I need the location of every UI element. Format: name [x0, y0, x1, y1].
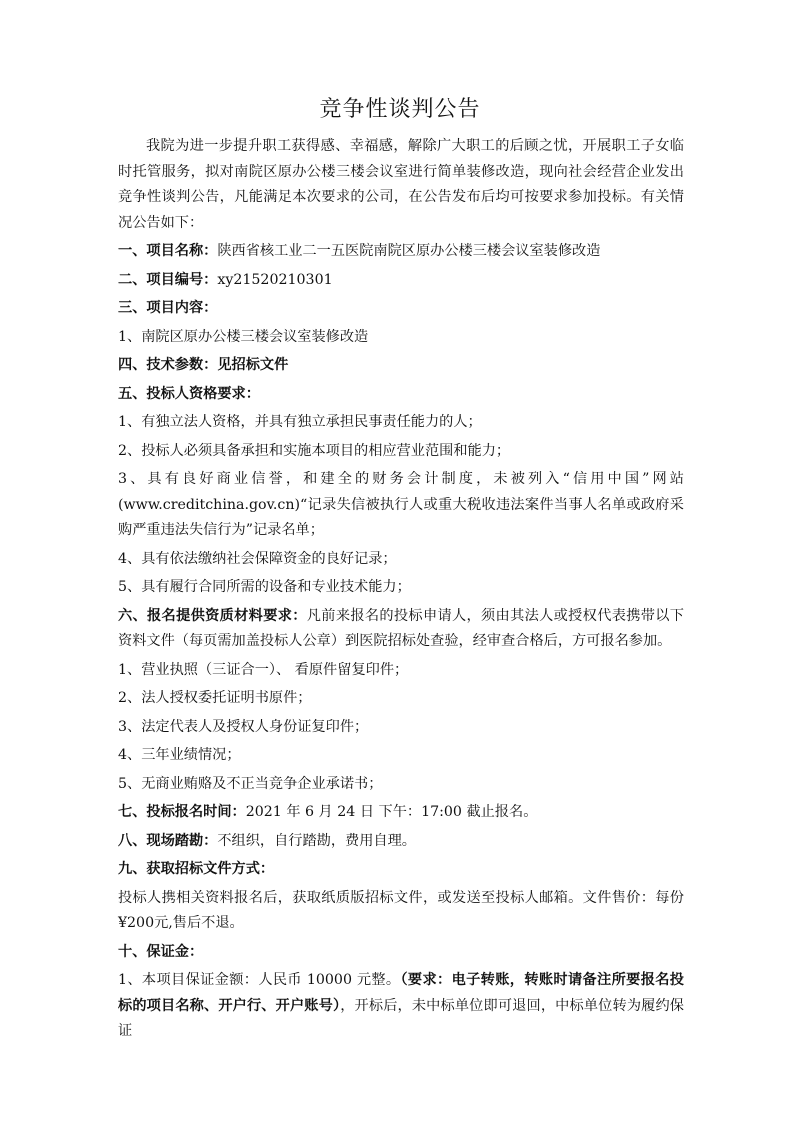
section-registration-materials [118, 604, 684, 655]
registration-time-value: 2021 年 6 月 24 日 下午：17:00 截止报名。 [245, 804, 538, 820]
section-label: 六、报名提供资质材料要求： [118, 607, 307, 624]
list-item: 5、无商业贿赂及不正当竞争企业承诺书； [118, 775, 383, 792]
obtain-documents-text: 投标人携相关资料报名后，获取纸质版招标文件，或发送至投标人邮箱。文件售价：每份¥200元,售后不退。 [118, 889, 684, 931]
deposit-refund-text: ，开标后，未中标单位即可退回，中标单位转为履约保证 [118, 997, 684, 1039]
section-project-name [118, 239, 684, 265]
section-deposit [118, 940, 684, 966]
section-label: 四、技术参数：见招标文件 [118, 357, 289, 373]
list-item: 3、法定代表人及授权人身份证复印件； [118, 718, 369, 735]
list-item: 1、南院区原办公楼三楼会议室装修改造 [118, 328, 369, 345]
section-qualifications [118, 382, 684, 408]
document-body [118, 134, 684, 1045]
section-label: 八、现场踏勘： [118, 832, 218, 849]
section-label: 五、投标人资格要求： [118, 385, 260, 402]
registration-materials-text: 凡前来报名的投标申请人，须由其法人或授权代表携带以下资料文件（每页需加盖投标人公章）到医院招标处查验，经审查合格后，方可报名参加。 [118, 607, 684, 649]
section-label: 二、项目编号： [118, 271, 218, 288]
list-item: 1、营业执照（三证合一）、 看原件留复印件； [118, 661, 409, 678]
section-project-number [118, 268, 684, 294]
project-name-value: 陕西省核工业二一五医院南院区原办公楼三楼会议室装修改造 [217, 243, 601, 259]
section-label: 九、获取招标文件方式： [118, 861, 275, 877]
list-item: 4、三年业绩情况； [118, 747, 241, 763]
section-label: 十、保证金： [118, 943, 204, 960]
section-site-visit [118, 829, 684, 855]
section-tech-params [118, 353, 684, 379]
list-item: 2、法人授权委托证明书原件； [118, 690, 312, 706]
section-label: 三、项目内容： [118, 300, 218, 316]
section-obtain-documents [118, 857, 684, 883]
list-item: 3、具有良好商业信誉，和建全的财务会计制度，未被列入“信用中国”网站(www.creditchina.gov.cn)“记录失信被执行人或重大税收违法案件当事人名单或政府采购严重违法失信行为”记录名单； [118, 471, 684, 538]
deposit-requirement: （要求：电子转账，转账时请备注所要报名投标的项目名称、开户行、开户账号） [118, 972, 684, 1014]
list-item: 4、具有依法缴纳社会保障资金的良好记录； [118, 550, 397, 567]
section-project-content [118, 296, 684, 322]
deposit-item [118, 968, 684, 1045]
site-visit-value: 不组织，自行踏勘，费用自理。 [217, 832, 416, 849]
intro-paragraph: 我院为进一步提升职工获得感、幸福感，解除广大职工的后顾之忧，开展职工子女临时托管服务，拟对南院区原办公楼三楼会议室进行简单装修改造，现向社会经营企业发出竞争性谈判公告，凡能满足本次要求的公司，在公告发布后均可按要求参加投标。有关情况公告如下： [118, 138, 684, 231]
section-label: 一、项目名称： [118, 243, 218, 259]
deposit-amount: 1、本项目保证金额：人民币 10000 元整。 [118, 972, 401, 988]
page-title: 竞争性谈判公告 [319, 97, 481, 122]
section-label: 七、投标报名时间： [118, 804, 246, 820]
list-item: 2、投标人必须具备承担和实施本项目的相应营业范围和能力； [118, 442, 511, 459]
project-number-value: xy21520210301 [217, 271, 333, 288]
list-item: 1、有独立法人资格，并具有独立承担民事责任能力的人； [118, 414, 482, 430]
list-item: 5、具有履行合同所需的设备和专业技术能力； [118, 579, 411, 595]
section-registration-time [118, 800, 684, 826]
